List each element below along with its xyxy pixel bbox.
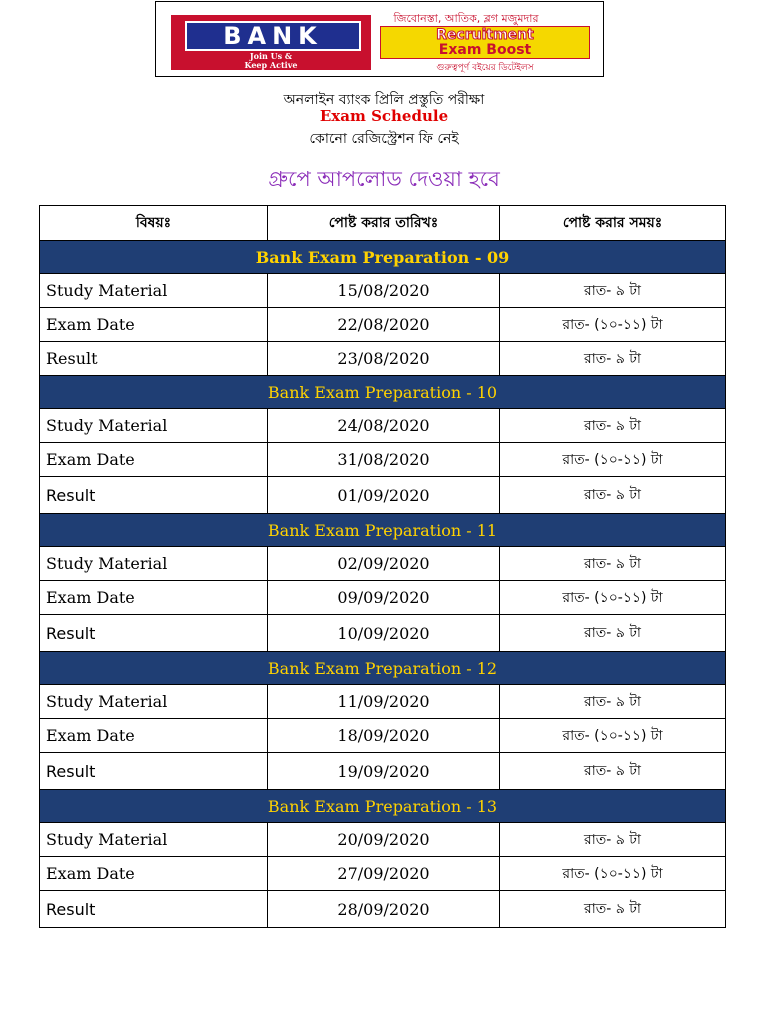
time-cell: রাত- ৯ টা bbox=[500, 547, 726, 581]
subject-cell: Result bbox=[40, 477, 268, 514]
date-cell: 11/09/2020 bbox=[268, 685, 500, 719]
table-row bbox=[40, 477, 726, 514]
subject-cell: Study Material bbox=[40, 274, 268, 308]
table-row bbox=[40, 547, 726, 581]
table-row bbox=[40, 308, 726, 342]
date-cell: 15/08/2020 bbox=[268, 274, 500, 308]
logo bbox=[166, 10, 595, 73]
subject-cell: Study Material bbox=[40, 685, 268, 719]
table-header-row bbox=[40, 206, 726, 241]
logo-tagline bbox=[181, 52, 361, 70]
subject-cell: Result bbox=[40, 891, 268, 928]
section-header-row bbox=[40, 376, 726, 409]
date-cell: 28/09/2020 bbox=[268, 891, 500, 928]
subject-cell: Study Material bbox=[40, 823, 268, 857]
subject-cell: Exam Date bbox=[40, 857, 268, 891]
date-cell: 27/09/2020 bbox=[268, 857, 500, 891]
section-title: Bank Exam Preparation - 12 bbox=[40, 652, 726, 685]
subject-cell: Study Material bbox=[40, 409, 268, 443]
section-header-row bbox=[40, 241, 726, 274]
subject-cell: Exam Date bbox=[40, 719, 268, 753]
table-row bbox=[40, 581, 726, 615]
subject-cell: Exam Date bbox=[40, 443, 268, 477]
logo-top-text: জিবোনস্তা, আতিক, ব্লগ মজুমদার bbox=[393, 12, 539, 25]
column-header-post-date: পোষ্ট করার তারিখঃ bbox=[268, 206, 500, 241]
logo-tagline-line1: Join Us & bbox=[249, 51, 293, 61]
time-cell: রাত- ৯ টা bbox=[500, 274, 726, 308]
logo-title-line1: Recruitment bbox=[436, 27, 534, 43]
table-row bbox=[40, 719, 726, 753]
logo-tagline-line2: Keep Active bbox=[244, 60, 298, 70]
exam-subtitle: অনলাইন ব্যাংক প্রিলি প্রস্তুতি পরীক্ষা bbox=[283, 92, 485, 108]
section-header-row bbox=[40, 790, 726, 823]
date-cell: 18/09/2020 bbox=[268, 719, 500, 753]
section-title: Bank Exam Preparation - 11 bbox=[40, 514, 726, 547]
time-cell: রাত- (১০-১১) টা bbox=[500, 308, 726, 342]
table-row bbox=[40, 685, 726, 719]
time-cell: রাত- ৯ টা bbox=[500, 753, 726, 790]
logo-title-line2: Exam Boost bbox=[438, 42, 532, 58]
subject-cell: Exam Date bbox=[40, 308, 268, 342]
time-cell: রাত- ৯ টা bbox=[500, 685, 726, 719]
table-row bbox=[40, 891, 726, 928]
date-cell: 10/09/2020 bbox=[268, 615, 500, 652]
logo-bottom-text: গুরুত্বপূর্ণ বইয়ের ডিটেইলস bbox=[436, 63, 534, 73]
date-cell: 02/09/2020 bbox=[268, 547, 500, 581]
table-row bbox=[40, 342, 726, 376]
date-cell: 24/08/2020 bbox=[268, 409, 500, 443]
column-header-post-time: পোষ্ট করার সময়ঃ bbox=[500, 206, 726, 241]
table-row bbox=[40, 753, 726, 790]
time-cell: রাত- ৯ টা bbox=[500, 342, 726, 376]
table-row bbox=[40, 443, 726, 477]
subject-cell: Result bbox=[40, 615, 268, 652]
section-title: Bank Exam Preparation - 10 bbox=[40, 376, 726, 409]
section-title: Bank Exam Preparation - 09 bbox=[40, 241, 726, 274]
registration-fee-note: কোনো রেজিস্ট্রেশন ফি নেই bbox=[309, 131, 459, 147]
section-header-row bbox=[40, 652, 726, 685]
time-cell: রাত- (১০-১১) টা bbox=[500, 719, 726, 753]
time-cell: রাত- (১০-১১) টা bbox=[500, 443, 726, 477]
time-cell: রাত- ৯ টা bbox=[500, 891, 726, 928]
date-cell: 20/09/2020 bbox=[268, 823, 500, 857]
time-cell: রাত- ৯ টা bbox=[500, 477, 726, 514]
time-cell: রাত- ৯ টা bbox=[500, 409, 726, 443]
time-cell: রাত- (১০-১১) টা bbox=[500, 581, 726, 615]
date-cell: 01/09/2020 bbox=[268, 477, 500, 514]
exam-schedule-title: Exam Schedule bbox=[319, 107, 449, 125]
subject-cell: Exam Date bbox=[40, 581, 268, 615]
date-cell: 22/08/2020 bbox=[268, 308, 500, 342]
table-row bbox=[40, 274, 726, 308]
time-cell: রাত- ৯ টা bbox=[500, 615, 726, 652]
subject-cell: Result bbox=[40, 753, 268, 790]
logo-banner bbox=[155, 1, 604, 77]
section-header-row bbox=[40, 514, 726, 547]
table-row bbox=[40, 857, 726, 891]
exam-schedule-table bbox=[39, 205, 726, 928]
table-row bbox=[40, 823, 726, 857]
date-cell: 31/08/2020 bbox=[268, 443, 500, 477]
table-row bbox=[40, 615, 726, 652]
time-cell: রাত- ৯ টা bbox=[500, 823, 726, 857]
date-cell: 19/09/2020 bbox=[268, 753, 500, 790]
section-title: Bank Exam Preparation - 13 bbox=[40, 790, 726, 823]
date-cell: 09/09/2020 bbox=[268, 581, 500, 615]
bank-wordmark: BANK bbox=[185, 21, 361, 51]
time-cell: রাত- (১০-১১) টা bbox=[500, 857, 726, 891]
column-header-subject: বিষয়ঃ bbox=[40, 206, 268, 241]
group-upload-heading: গ্রুপে আপলোড দেওয়া হবে bbox=[268, 167, 500, 191]
bank-logo-block bbox=[171, 15, 371, 70]
table-row bbox=[40, 409, 726, 443]
recruitment-exam-boost-box bbox=[380, 26, 590, 59]
subject-cell: Result bbox=[40, 342, 268, 376]
subject-cell: Study Material bbox=[40, 547, 268, 581]
date-cell: 23/08/2020 bbox=[268, 342, 500, 376]
